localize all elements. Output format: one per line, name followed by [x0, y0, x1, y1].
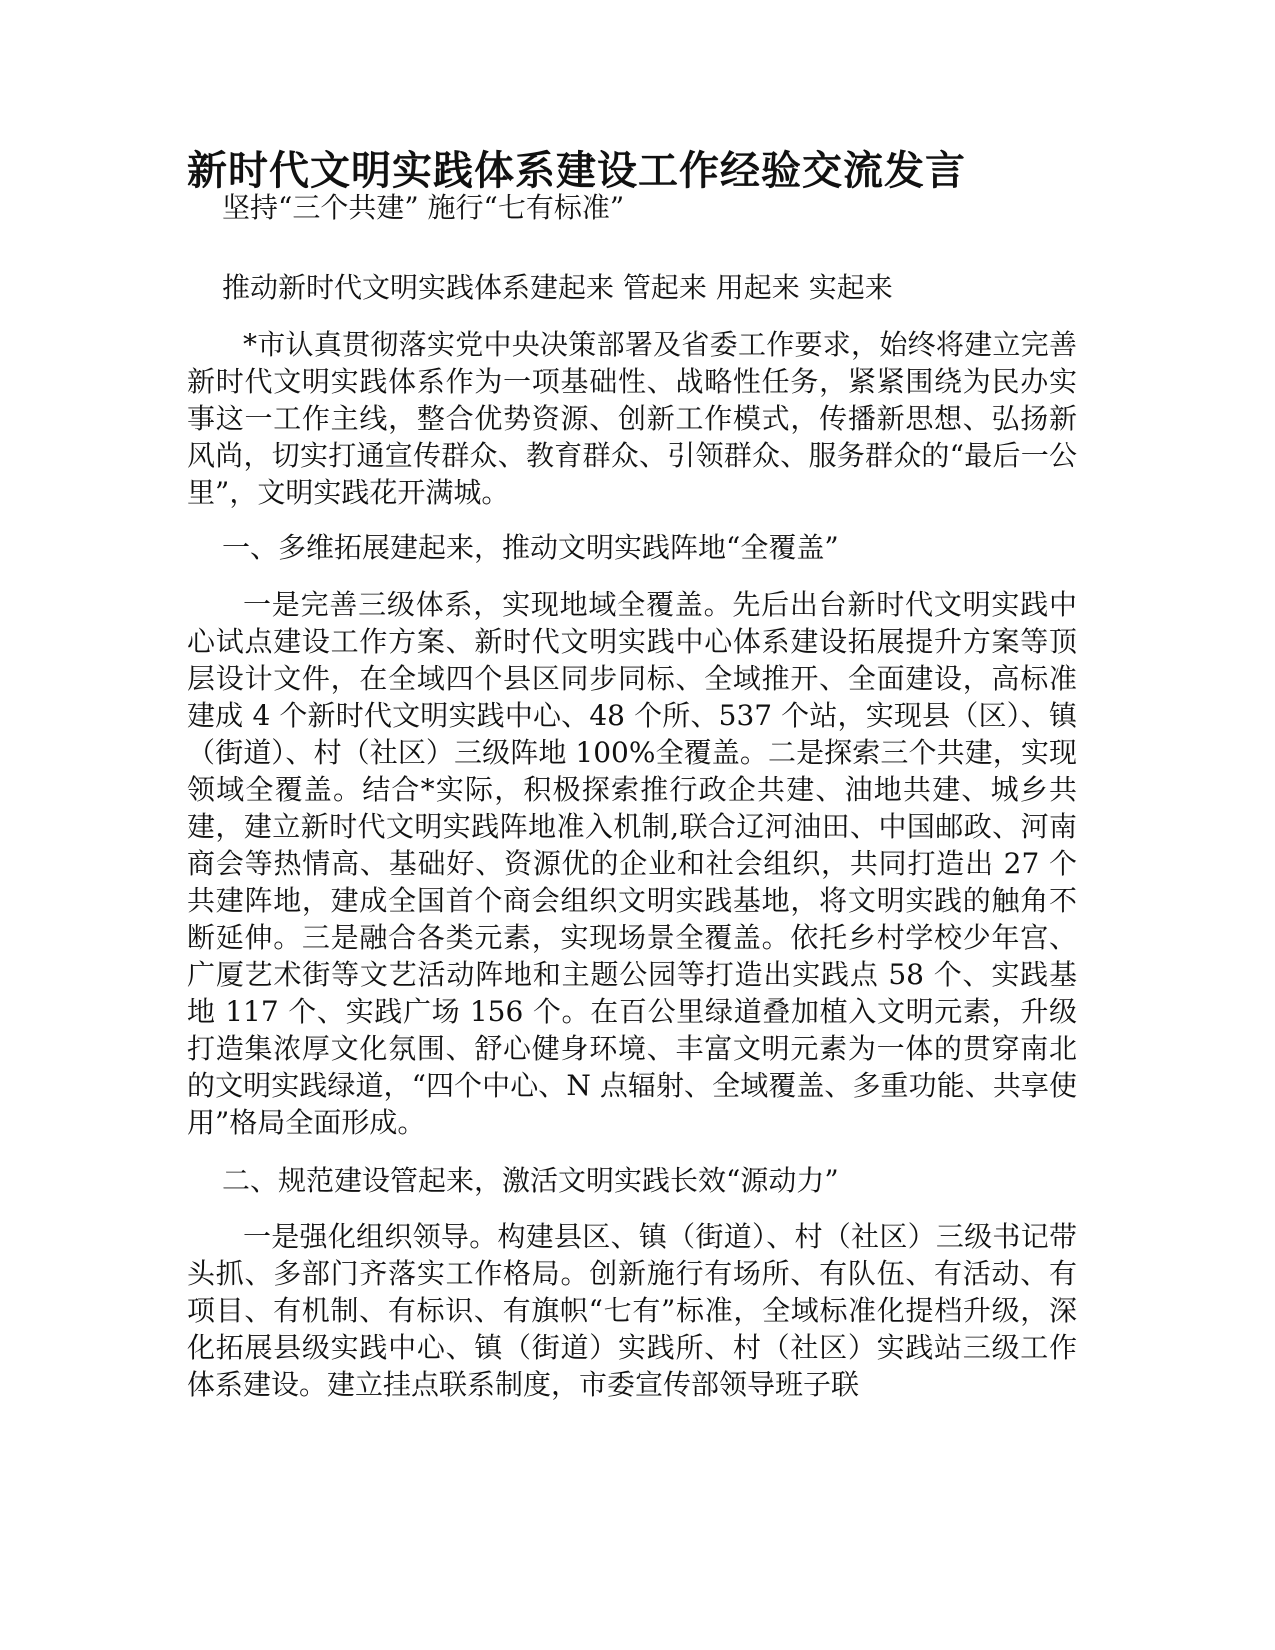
subtitle-line-2: 推动新时代文明实践体系建起来 管起来 用起来 实起来: [222, 271, 893, 304]
subtitle-line-1: 坚持“三个共建” 施行“七有标准”: [222, 191, 625, 224]
section-1-paragraph: 一是完善三级体系，实现地域全覆盖。先后出台新时代文明实践中心试点建设工作方案、新时代文明实践中心体系建设拓展提升方案等顶层设计文件，在全域四个县区同步同标、全域推开、全面建设，高标准建成 4 个新时代文明实践中心、48 个所、537 个站，实现县（区）、镇（街道）、村（社区）三级阵地 100%全覆盖。二是探索三个共建，实现领域全覆盖。结合*实际，积极探索推行政企共建、油地共建、城乡共建，建立新时代文明实践阵地准入机制,联合辽河油田、中国邮政、河南商会等热情高、基础好、资源优的企业和社会组织，共同打造出 27 个共建阵地，建成全国首个商会组织文明实践基地，将文明实践的触角不断延伸。三是融合各类元素，实现场景全覆盖。依托乡村学校少年宫、广厦艺术街等文艺活动阵地和主题公园等打造出实践点 58 个、实践基地 117 个、实践广场 156 个。在百公里绿道叠加植入文明元素，升级打造集浓厚文化氛围、舒心健身环境、丰富文明元素为一体的贯穿南北的文明实践绿道，“四个中心、N 点辐射、全域覆盖、多重功能、共享使用”格局全面形成。: [187, 588, 1077, 1139]
intro-paragraph: *市认真贯彻落实党中央决策部署及省委工作要求，始终将建立完善新时代文明实践体系作为一项基础性、战略性任务，紧紧围绕为民办实事这一工作主线，整合优势资源、创新工作模式，传播新思想、弘扬新风尚，切实打通宣传群众、教育群众、引领群众、服务群众的“最后一公里”，文明实践花开满城。: [187, 328, 1077, 509]
section-heading-1: 一、多维拓展建起来，推动文明实践阵地“全覆盖”: [222, 531, 839, 564]
section-heading-2: 二、规范建设管起来，激活文明实践长效“源动力”: [222, 1164, 839, 1197]
document-title: 新时代文明实践体系建设工作经验交流发言: [187, 147, 966, 194]
section-2-paragraph: 一是强化组织领导。构建县区、镇（街道）、村（社区）三级书记带头抓、多部门齐落实工作格局。创新施行有场所、有队伍、有活动、有项目、有机制、有标识、有旗帜“七有”标准，全域标准化提档升级，深化拓展县级实践中心、镇（街道）实践所、村（社区）实践站三级工作体系建设。建立挂点联系制度，市委宣传部领导班子联: [187, 1220, 1077, 1401]
